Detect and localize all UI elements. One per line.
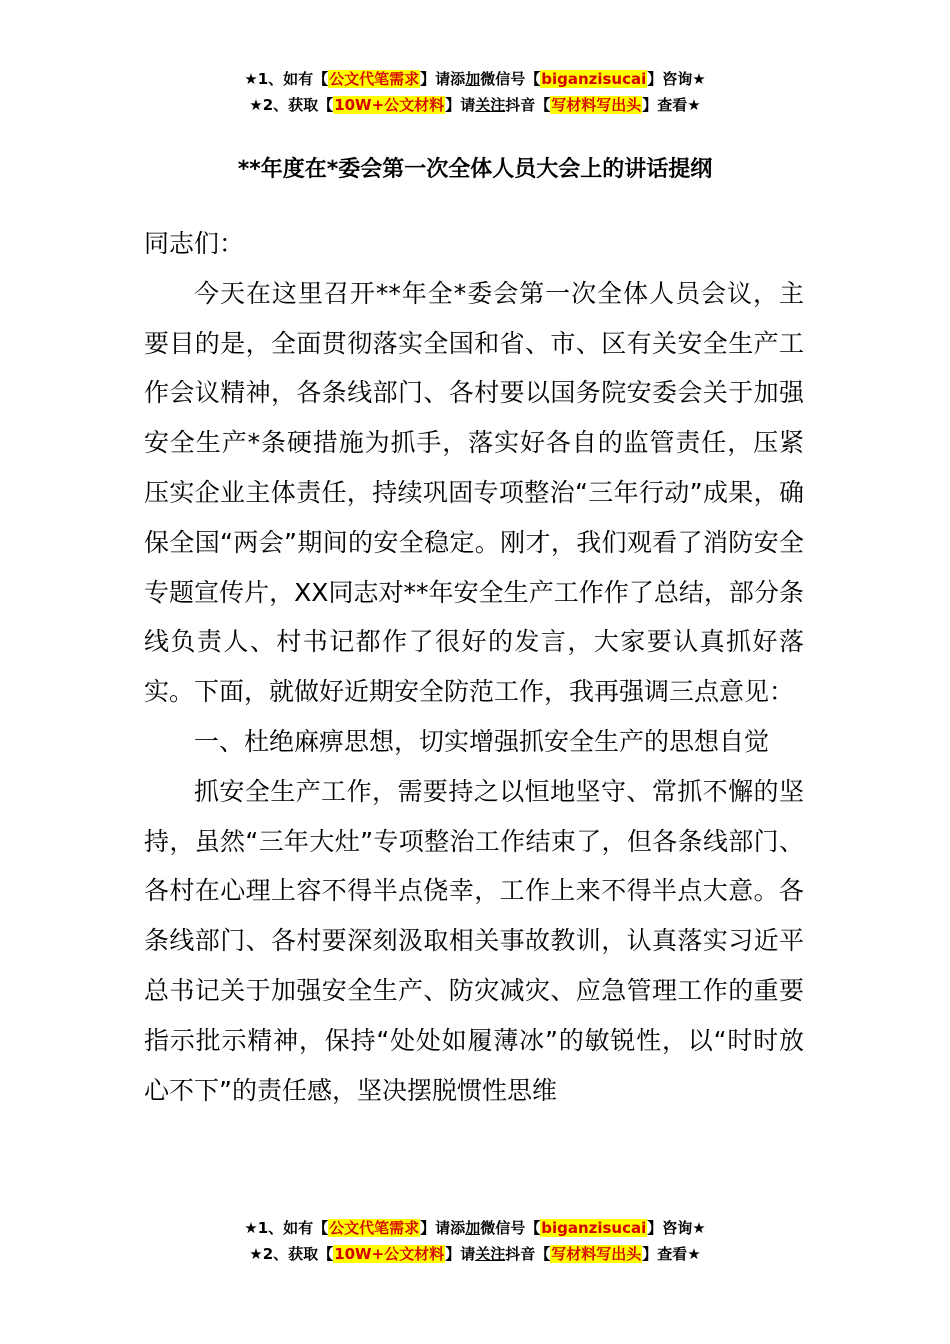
promo-text: ★1、如有【	[244, 1219, 329, 1237]
promo-underlined: 加	[465, 1219, 481, 1237]
promo-text: 抖音【	[505, 96, 551, 114]
promo-text: 】请添	[420, 1219, 466, 1237]
promo-text: ★1、如有【	[244, 70, 329, 88]
promo-text: 抖音【	[505, 1245, 551, 1263]
promo-highlight: 公文代笔需求	[329, 1219, 420, 1237]
promo-highlight: 写材料写出头	[551, 1245, 642, 1263]
paragraph-intro: 今天在这里召开**年全*委会第一次全体人员会议，主要目的是，全面贯彻落实全国和省、市、区有关安全生产工作会议精神，各条线部门、各村要以国务院安委会关于加强安全生产*条硬措施为抓手，落实好各自的监管责任，压紧压实企业主体责任，持续巩固专项整治“三年行动”成果，确保全国“两会”期间的安全稳定。刚才，我们观看了消防安全专题宣传片，XX同志对**年安全生产工作作了总结，部分条线负责人、村书记都作了很好的发言，大家要认真抓好落实。下面，就做好近期安全防范工作，我再强调三点意见：	[144, 278, 804, 707]
promo-underlined: 加	[465, 70, 481, 88]
promo-highlight: 公文代笔需求	[329, 70, 420, 88]
promo-text: 】请添	[420, 70, 466, 88]
promo-text: 】咨询★	[647, 70, 706, 88]
promo-highlight: 10W+公文材料	[334, 96, 445, 114]
promo-text: 】查看★	[642, 1245, 701, 1263]
paragraph-section-1: 抓安全生产工作，需要持之以恒地坚守、常抓不懈的坚持，虽然“三年大灶”专项整治工作结束了，但各条线部门、各村在心理上容不得半点侥幸，工作上来不得半点大意。各条线部门、各村要深刻汲取相关事故教训，认真落实习近平总书记关于加强安全生产、防灾减灾、应急管理工作的重要指示批示精神，保持“处处如履薄冰”的敏锐性，以“时时放心不下”的责任感，坚决摆脱惯性思维	[144, 776, 804, 1105]
promo-text: 】咨询★	[647, 1219, 706, 1237]
section-heading: 一、杜绝麻痹思想，切实增强抓安全生产的思想自觉	[194, 726, 770, 756]
promo-underlined: 关注	[475, 96, 506, 114]
promo-text: ★2、获取【	[249, 96, 334, 114]
promo-text: 】查看★	[642, 96, 701, 114]
promo-line-1	[0, 1215, 950, 1241]
promo-highlight: biganzisucai	[541, 70, 647, 88]
promo-text: 】请	[445, 96, 476, 114]
promo-text: ★2、获取【	[249, 1245, 334, 1263]
promo-underlined: 关注	[475, 1245, 506, 1263]
promo-line-1	[0, 66, 950, 92]
promo-text: 微信号【	[480, 1219, 541, 1237]
promo-highlight: 10W+公文材料	[334, 1245, 445, 1263]
document-title: **年度在*委会第一次全体人员大会上的讲话提纲	[237, 157, 713, 182]
promo-highlight: 写材料写出头	[551, 96, 642, 114]
promo-text: 微信号【	[480, 70, 541, 88]
promo-highlight: biganzisucai	[541, 1219, 647, 1237]
promo-banner-top	[0, 66, 950, 118]
promo-text: 】请	[445, 1245, 476, 1263]
promo-line-2	[0, 92, 950, 118]
promo-line-2	[0, 1241, 950, 1267]
document-body	[144, 219, 804, 1115]
promo-banner-bottom	[0, 1215, 950, 1267]
salutation: 同志们：	[144, 229, 245, 258]
